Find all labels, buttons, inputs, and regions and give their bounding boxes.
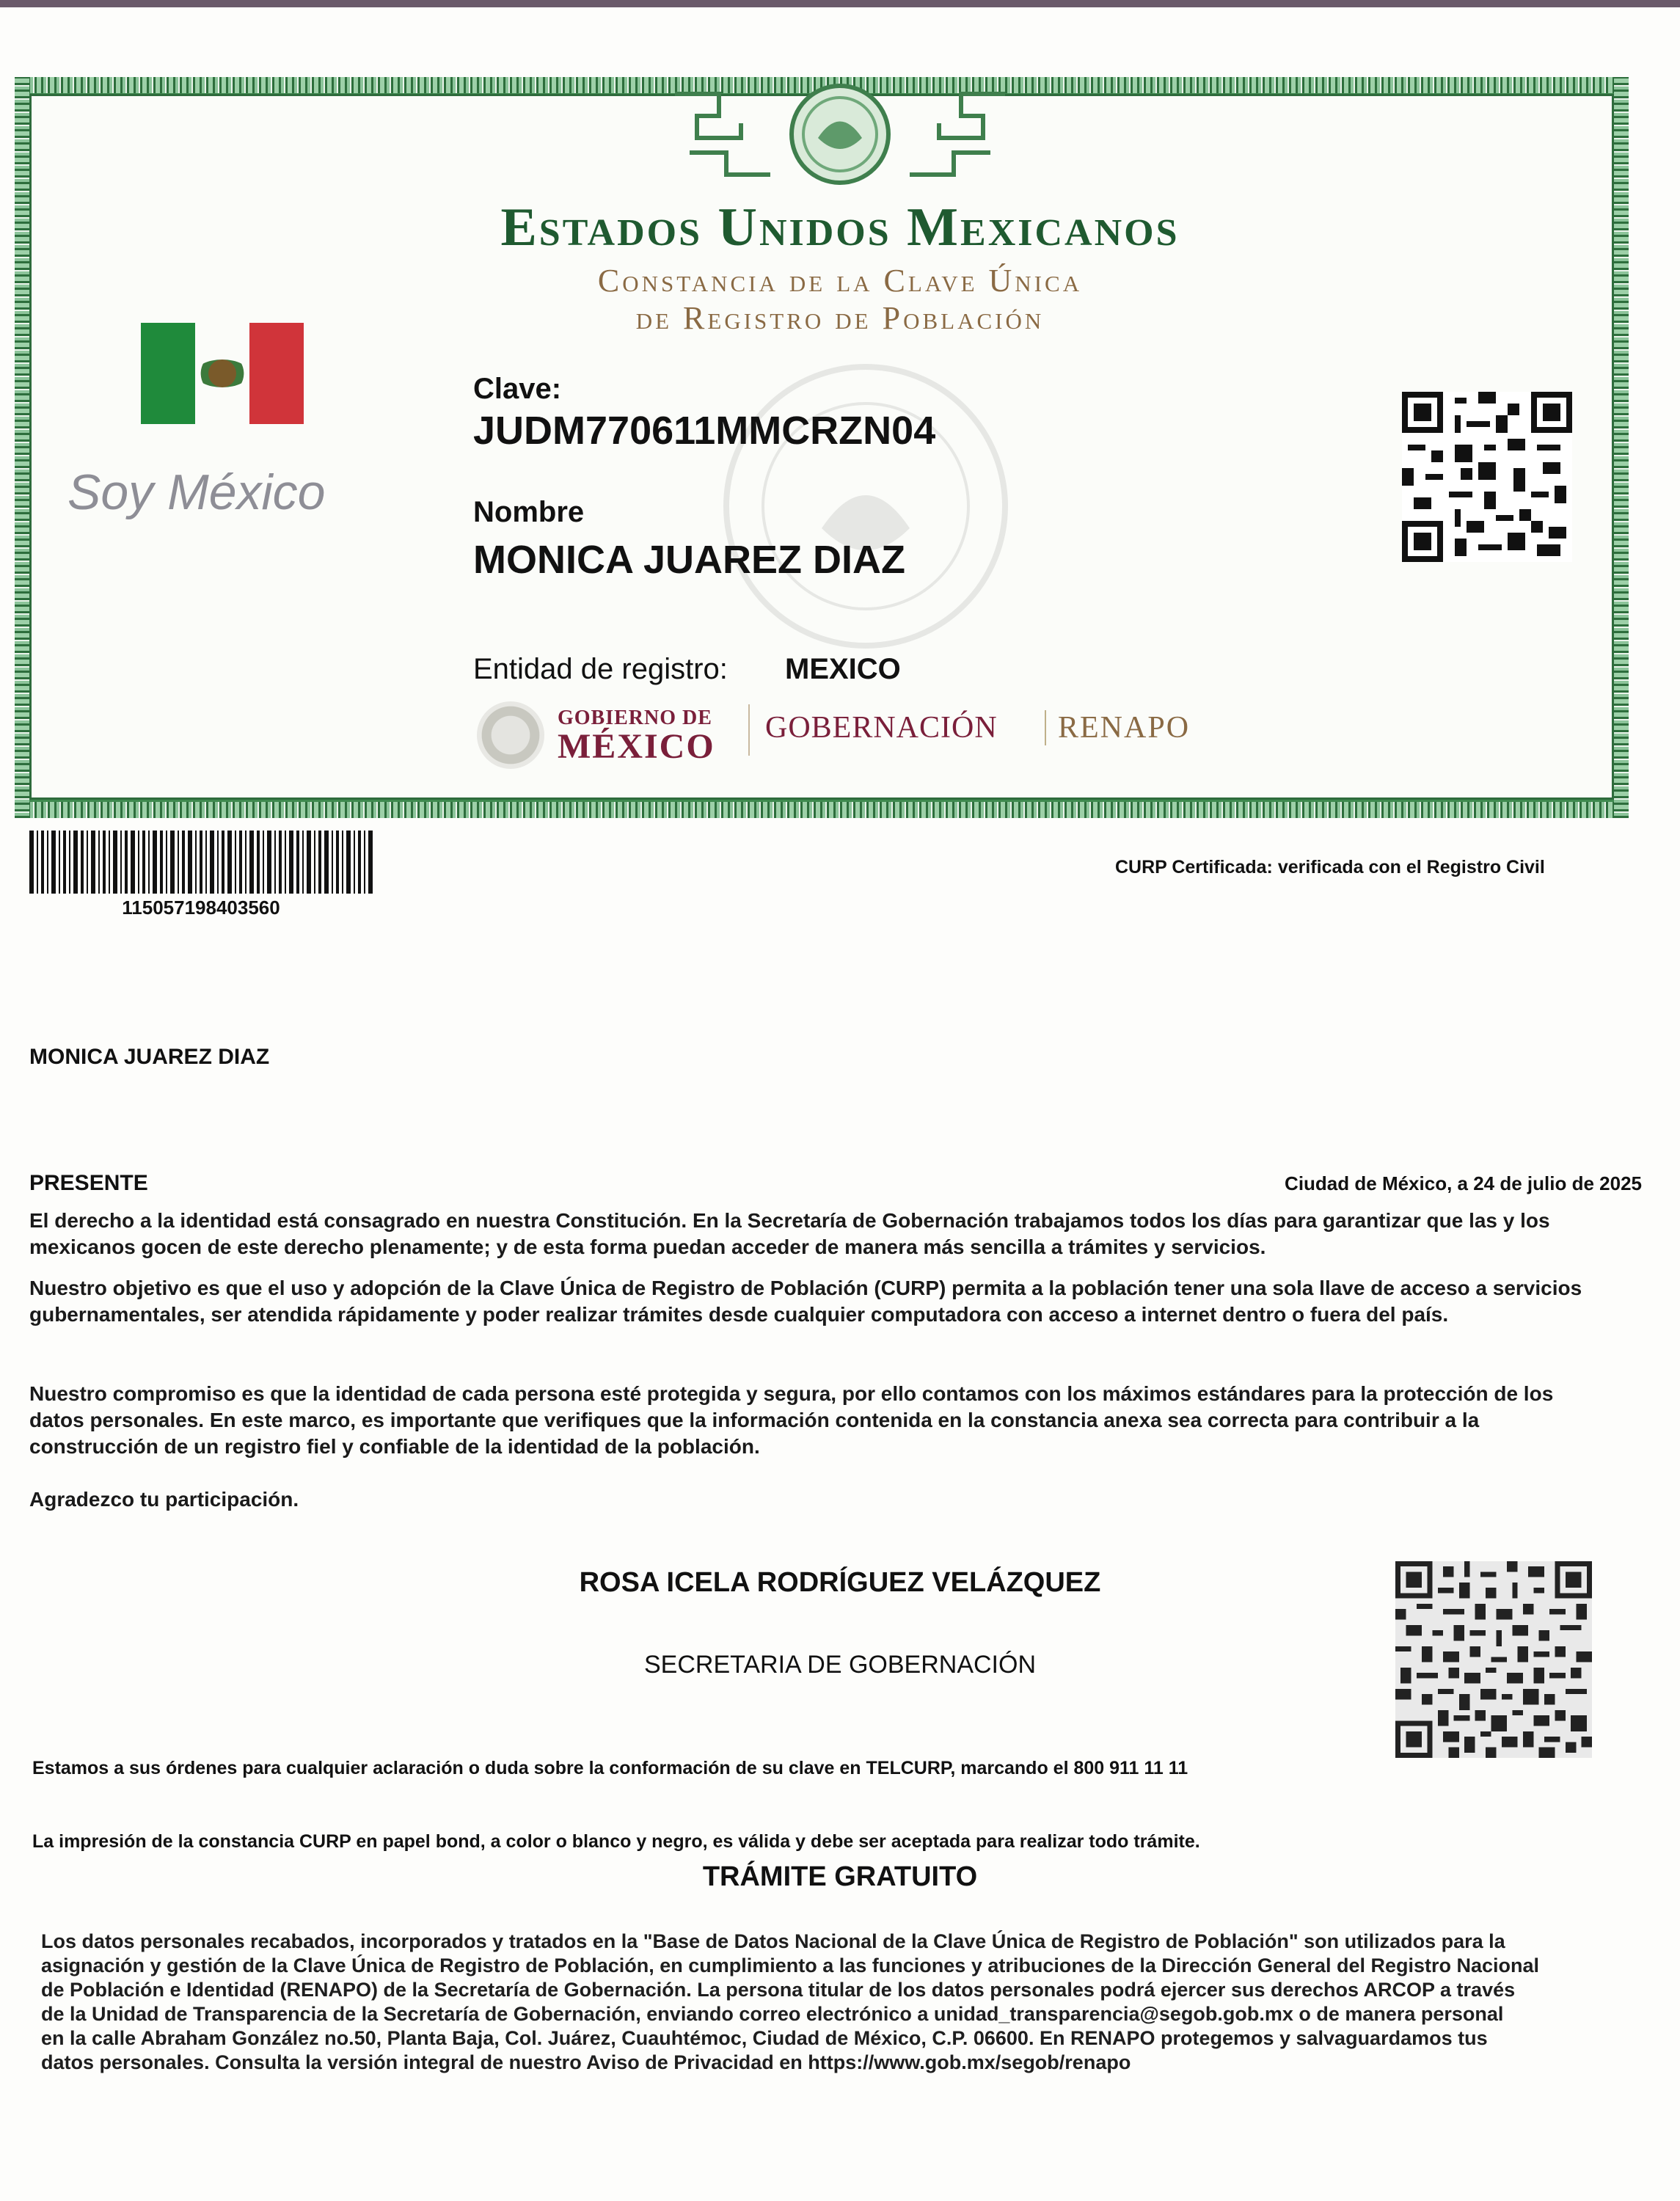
entidad-value: MEXICO [785,653,901,685]
qr-code-icon [1399,392,1575,562]
frame-border-bottom [15,802,1629,818]
watermark-seal-icon [646,337,1056,660]
thanks-line: Agradezco tu participación. [29,1488,299,1511]
privacy-line: de Población e Identidad (RENAPO) de la Secretaría de Gobernación. La persona titular de los datos personales podrá ejercer sus derechos ARCOP a través [41,1979,1516,2001]
frame-border-right [1614,77,1629,818]
signature-qr-code-icon [1392,1561,1595,1758]
country-title: Estados Unidos Mexicanos [500,197,1180,258]
privacy-notice [41,1930,1655,2075]
privacy-line: datos personales. Consulta la versión integral de nuestro Aviso de Privacidad en https://www.gob.mx/segob/renapo [41,2051,1131,2073]
privacy-line: Los datos personales recabados, incorporados y tratados en la "Base de Datos Nacional de la Clave Única de Registro de Población" son utilizados para la [41,1930,1505,1952]
presente-label: PRESENTE [29,1171,148,1195]
nombre-value: MONICA JUAREZ DIAZ [473,538,905,582]
tramite-gratuito: TRÁMITE GRATUITO [702,1861,978,1892]
nombre-label: Nombre [473,496,585,528]
slogan: Soy México [67,464,326,520]
document-title-line2: de Registro de Población [635,300,1045,336]
privacy-line: en la calle Abraham González no.50, Planta Baja, Col. Juárez, Cuauhtémoc, Ciudad de México, C.P. 06600. En RENAPO protegemos y salvaguardamos tus [41,2027,1488,2049]
renapo-logo: RENAPO [1045,710,1190,745]
paragraph-identity [29,1208,1654,1260]
paragraph-line: mexicanos gocen de este derecho plenamente; y de esta forma puedan acceder de manera más sencilla a trámites y servicios. [29,1235,1266,1258]
paragraph-objective [29,1275,1654,1328]
gobernacion-logo: GOBERNACIÓN [765,711,998,745]
entidad-label: Entidad de registro: [473,653,728,685]
paragraph-line: El derecho a la identidad está consagrado en nuestra Constitución. En la Secretaría de Gobernación trabajamos todos los días para garantizar que las y los [29,1209,1550,1232]
paragraph-line: gubernamentales, ser atendida rápidamente y poder realizar trámites desde cualquier computadora con acceso a internet dentro o fuera del país. [29,1303,1449,1326]
curp-certification-note: CURP Certificada: verificada con el Registro Civil [1115,857,1545,877]
mexico-flag-icon [141,323,304,424]
signer-name: ROSA ICELA RODRÍGUEZ VELÁZQUEZ [579,1567,1101,1598]
frame-border-left [15,77,29,818]
printing-validity-note: La impresión de la constancia CURP en papel bond, a color o blanco y negro, es válida y debe ser aceptada para realizar todo trámite. [32,1831,1200,1852]
telcurp-note: Estamos a sus órdenes para cualquier aclaración o duda sobre la conformación de su clave en TELCURP, marcando el 800 911 11 11 [32,1758,1188,1778]
paragraph-line: Nuestro objetivo es que el uso y adopción de la Clave Única de Registro de Población (CURP) permita a la población tener una sola llave de acceso a servicios [29,1277,1582,1299]
barcode-icon [29,831,373,894]
national-emblem-icon [660,79,1020,189]
gobierno-logo-line1: GOBIERNO DE [558,707,712,729]
paragraph-line: construcción de un registro fiel y confiable de la identidad de la población. [29,1435,760,1458]
logo-divider [748,704,750,756]
paragraph-line: Nuestro compromiso es que la identidad de cada persona esté protegida y segura, por ello contamos con los máximos estándares para la protección de los [29,1382,1554,1405]
barcode-number: 115057198403560 [122,897,280,919]
gobierno-seal-icon [477,701,544,769]
recipient-name: MONICA JUAREZ DIAZ [29,1045,270,1069]
letter-date: Ciudad de México, a 24 de julio de 2025 [1285,1172,1642,1194]
privacy-line: asignación y gestión de la Clave Única de Registro de Población, en cumplimiento a las funciones y atribuciones de la Dirección General del Registro Nacional [41,1954,1540,1976]
gobierno-de-mexico-logo [477,701,715,769]
signer-title: SECRETARIA DE GOBERNACIÓN [643,1651,1037,1679]
privacy-line: de la Unidad de Transparencia de la Secretaría de Gobernación, enviando correo electrónico a unidad_transparencia@segob.gob.mx o de manera personal [41,2003,1504,2025]
clave-label: Clave: [473,373,562,405]
clave-value: JUDM770611MMCRZN04 [473,409,936,453]
scan-top-edge [0,0,1680,7]
paragraph-line: datos personales. En este marco, es importante que verifiques que la información contenida en la constancia anexa sea correcta para contribuir a la [29,1409,1480,1431]
paragraph-commitment [29,1381,1654,1460]
gobierno-logo-line2: MÉXICO [558,727,715,766]
document-title-line1: Constancia de la Clave Única [597,263,1083,299]
